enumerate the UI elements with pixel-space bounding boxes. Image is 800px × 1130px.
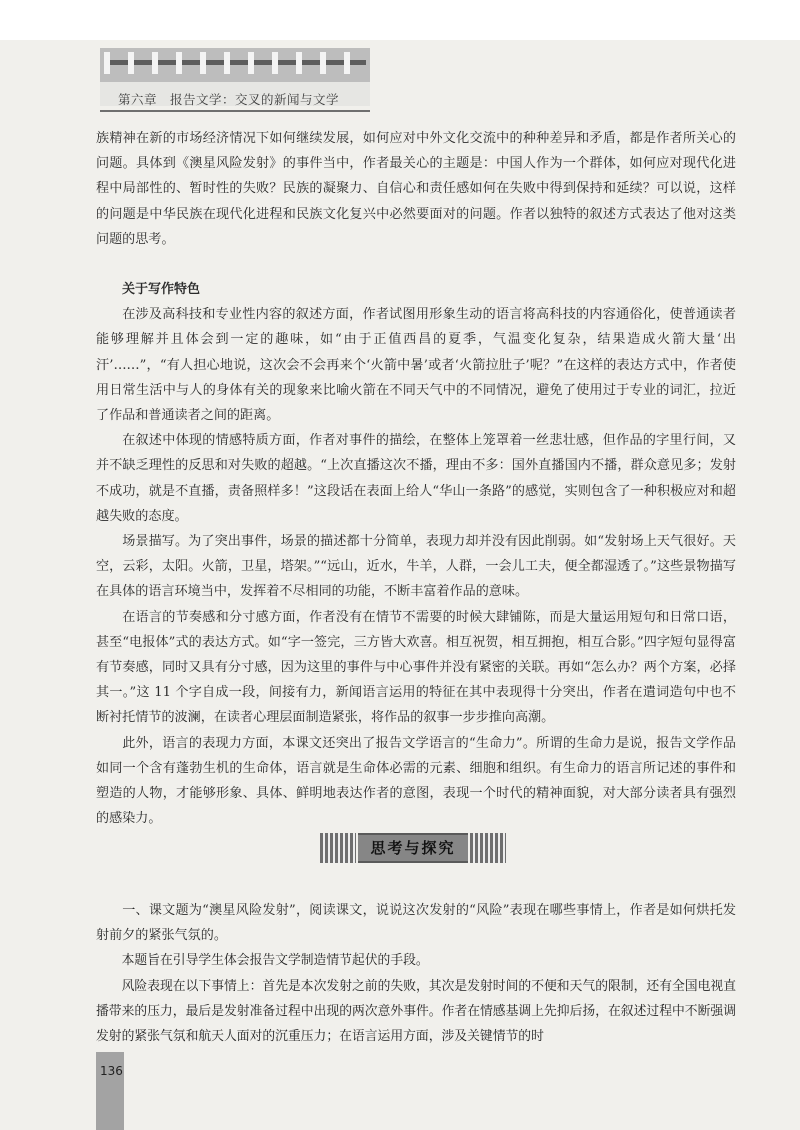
banner-stripes-left [320,833,356,863]
paragraph: 此外，语言的表现力方面，本课文还突出了报告文学语言的“生命力”。所谓的生命力是说，报告文学作品如同一个含有蓬勃生机的生命体，语言就是生命体必需的元素、细胞和组织。有生命力的语言所记述的事件和塑造的人物，才能够形象、具体、鲜明地表达作者的意图，表现一个时代的精神面貌，对大部分读者具有强烈的感染力。 [96,735,736,827]
main-text [96,126,736,831]
exercise-block [96,898,736,1049]
chapter-title: 第六章 报告文学：交叉的新闻与文学 [118,92,340,107]
banner-stripes-right [470,833,506,863]
page-number: 136 [100,1064,123,1078]
answer-text: 风险表现在以下事情上：首先是本次发射之前的失败，其次是发射时间的不便和天气的限制，还有全国电视直播带来的压力，最后是发射准备过程中出现的两次意外事件。作者在情感基调上先抑后扬，在叙述过程中不断强调发射的紧张气氛和航天人面对的沉重压力；在语言运用方面，涉及关键情节的时 [96,978,736,1045]
paragraph: 场景描写。为了突出事件，场景的描述都十分简单，表现力却并没有因此削弱。如“发射场上天气很好。天空，云彩，太阳。火箭，卫星，塔架。”“远山，近水，牛羊，人群，一会儿工夫，便全都湿透了。”这些景物描写在具体的语言环境当中，发挥着不尽相同的功能，不断丰富着作品的意味。 [96,534,736,600]
book-page [0,40,800,1130]
header-rule [100,110,370,112]
question-text: 一、课文题为“澳星风险发射”，阅读课文，说说这次发射的“风险”表现在哪些事情上，作者是如何烘托发射前夕的紧张气氛的。 [96,903,736,944]
section-heading: 关于写作特色 [122,282,201,298]
intro-paragraph: 族精神在新的市场经济情况下如何继续发展，如何应对中外文化交流中的种种差异和矛盾，都是作者所关心的问题。具体到《澳星风险发射》的事件当中，作者最关心的主题是：中国人作为一个群体，如何应对现代化进程中局部性的、暂时性的失败？民族的凝聚力、自信心和责任感如何在失败中得到保持和延续？可以说，这样的问题是中华民族在现代化进程和民族文化复兴中必然要面对的问题。作者以独特的叙述方式表达了他对这类问题的思考。 [96,131,736,247]
answer-text: 本题旨在引导学生体会报告文学制造情节起伏的手段。 [121,953,429,969]
paragraph: 在叙述中体现的情感特质方面，作者对事件的描绘，在整体上笼罩着一丝悲壮感，但作品的字里行间，又并不缺乏理性的反思和对失败的超越。“上次直播这次不播，理由不多：国外直播国内不播，群众意见多；发射不成功，就是不直播，责备照样多！”这段话在表面上给人“华山一条路”的感觉，实则包含了一种积极应对和超越失败的态度。 [96,433,736,524]
paragraph: 在涉及高科技和专业性内容的叙述方面，作者试图用形象生动的语言将高科技的内容通俗化，使普通读者能够理解并且体会到一定的趣味，如“由于正值西昌的夏季，气温变化复杂，结果造成火箭大量‘出汗’……”，“有人担心地说，这次会不会再来个‘火箭中暑’或者‘火箭拉肚子’呢？”在这样的表达方式中，作者使用日常生活中与人的身体有关的现象来比喻火箭在不同天气中的不同情况，避免了使用过于专业的词汇，拉近了作品和普通读者之间的距离。 [96,307,736,424]
paragraph: 在语言的节奏感和分寸感方面，作者没有在情节不需要的时候大肆铺陈，而是大量运用短句和日常口语，甚至“电报体”式的表达方式。如“字一签完，三方皆大欢喜。相互祝贺，相互拥抱，相互合影。”四字短句显得富有节奏感，同时又具有分寸感，因为这里的事件与中心事件并没有紧密的关联。再如“怎么办？两个方案，必择其一。”这 11 个字自成一段，间接有力，新闻语言运用的特征在其中表现得十分突出，作者在遣词造句中也不断衬托情节的波澜，在读者心理层面制造紧张，将作品的叙事一步步推向高潮。 [96,609,736,726]
section-banner [320,833,506,863]
banner-label: 思考与探究 [358,833,468,863]
